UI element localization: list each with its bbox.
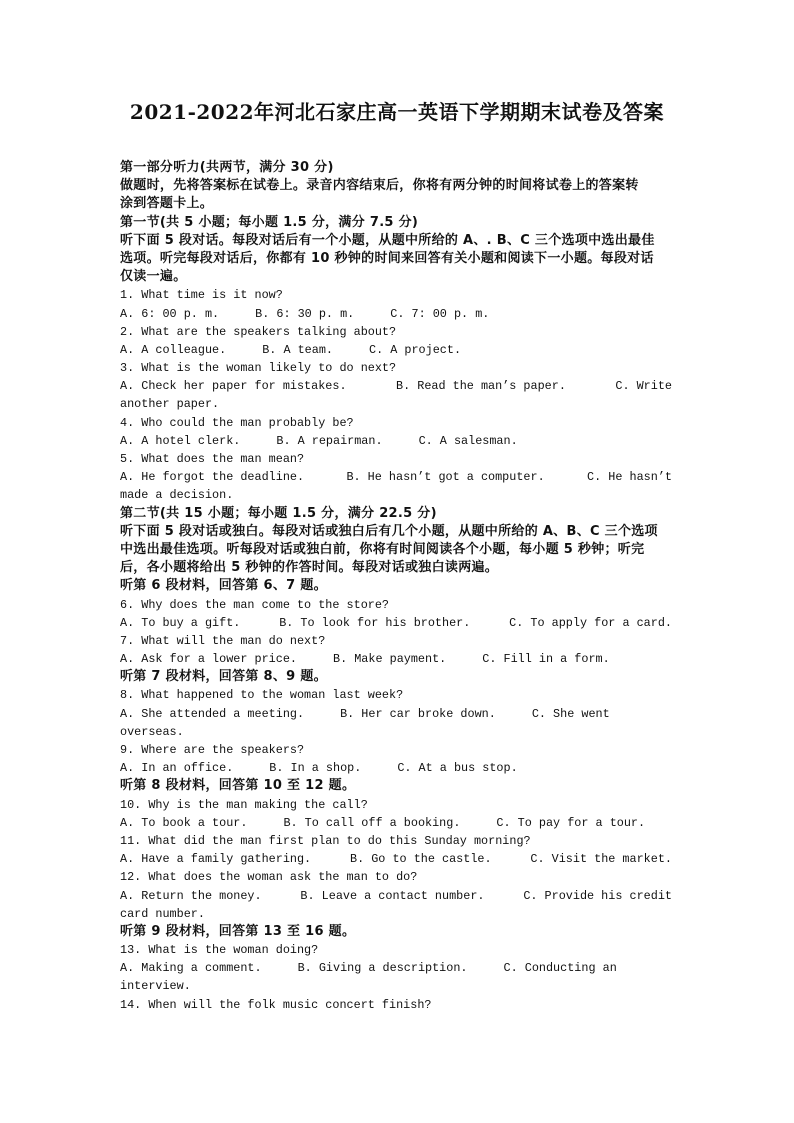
option-b: B. 6: 30 p. m. [255, 306, 355, 321]
option-c: C. Write [615, 379, 672, 394]
section2-heading: 第二节(共 15 小题；每小题 1.5 分，满分 22.5 分) [120, 505, 437, 521]
option-c: C. Conducting an [503, 961, 617, 976]
option-b: B. A repairman. [276, 433, 383, 448]
option-a: A. He forgot the deadline. [120, 470, 305, 485]
option-b: B. To look for his brother. [279, 615, 471, 630]
option-c: C. Fill in a form. [482, 652, 610, 667]
option-a: A. Have a family gathering. [120, 852, 312, 867]
question-3-option-c-continued: another paper. [120, 397, 220, 412]
question-2: 2. What are the speakers talking about? [120, 324, 397, 339]
question-3-options [120, 377, 672, 395]
option-a: A. A colleague. [120, 342, 227, 357]
question-8: 8. What happened to the woman last week? [120, 688, 404, 703]
option-c: C. At a bus stop. [397, 761, 518, 776]
option-c: C. To pay for a tour. [496, 815, 646, 830]
option-b: B. A team. [262, 342, 333, 357]
question-8-option-c-continued: overseas. [120, 724, 184, 739]
option-b: B. He hasn’t got a computer. [346, 470, 545, 485]
question-10-options [120, 814, 672, 832]
option-b: B. Her car broke down. [340, 706, 496, 721]
question-13-options [120, 959, 672, 977]
option-a: A. To book a tour. [120, 815, 248, 830]
part1-instruction-line1: 做题时，先将答案标在试卷上。录音内容结束后，你将有两分钟的时间将试卷上的答案转 [120, 178, 639, 194]
question-9: 9. Where are the speakers? [120, 743, 305, 757]
question-13-option-c-continued: interview. [120, 979, 191, 994]
question-4: 4. Who could the man probably be? [120, 415, 354, 430]
option-b: B. Giving a description. [297, 961, 468, 976]
question-8-options [120, 705, 672, 723]
section1-heading: 第一节(共 5 小题；每小题 1.5 分，满分 7.5 分) [120, 214, 419, 230]
question-6-options [120, 614, 672, 632]
option-a: A. Return the money. [120, 888, 262, 903]
question-6: 6. Why does the man come to the store? [120, 597, 390, 612]
section2-instruction-line1: 听下面 5 段对话或独白。每段对话或独白后有几个小题，从题中所给的 A、B、C 三个选项 [120, 523, 658, 539]
option-c: C. Provide his credit [523, 888, 672, 903]
option-b: B. In a shop. [269, 761, 362, 776]
question-10: 10. Why is the man making the call? [120, 797, 368, 812]
option-a: A. She attended a meeting. [120, 706, 305, 721]
option-b: B. Read the man’s paper. [396, 379, 566, 394]
option-b: B. Make payment. [332, 652, 447, 667]
material-9-heading: 听第 9 段材料，回答第 13 至 16 题。 [120, 923, 356, 939]
part1-instruction-line2: 涂到答题卡上。 [120, 196, 214, 212]
question-5: 5. What does the man mean? [120, 452, 305, 466]
question-7: 7. What will the man do next? [120, 633, 326, 648]
question-5-options [120, 468, 672, 486]
material-7-heading: 听第 7 段材料，回答第 8、9 题。 [120, 669, 327, 685]
option-a: A. 6: 00 p. m. [120, 306, 220, 321]
question-11-options [120, 850, 672, 868]
section1-instruction-line3: 仅读一遍。 [120, 269, 187, 285]
option-c: C. To apply for a card. [509, 615, 672, 630]
option-c: C. 7: 00 p. m. [390, 306, 490, 321]
option-a: A. In an office. [120, 761, 234, 776]
option-c: C. A salesman. [418, 433, 518, 448]
option-b: B. Go to the castle. [349, 852, 492, 867]
option-b: B. To call off a booking. [283, 815, 461, 830]
option-c: C. He hasn’t [587, 470, 672, 485]
question-12-options [120, 887, 672, 905]
option-c: C. Visit the market. [530, 852, 672, 867]
question-1: 1. What time is it now? [120, 288, 283, 303]
material-6-heading: 听第 6 段材料，回答第 6、7 题。 [120, 578, 327, 594]
section2-instruction-line2: 中选出最佳选项。听每段对话或独白前，你将有时间阅读各个小题，每小题 5 秒钟；听完 [120, 541, 645, 557]
question-14: 14. When will the folk music concert finish? [120, 997, 432, 1012]
option-a: A. Check her paper for mistakes. [120, 379, 347, 394]
question-13: 13. What is the woman doing? [120, 943, 319, 958]
question-2-options [120, 341, 672, 359]
question-5-option-c-continued: made a decision. [120, 488, 234, 503]
option-c: C. A project. [369, 342, 462, 357]
exam-content [120, 159, 676, 1014]
option-a: A. Ask for a lower price. [120, 652, 297, 667]
question-12: 12. What does the woman ask the man to do? [120, 870, 418, 885]
question-1-options [120, 305, 672, 323]
option-a: A. A hotel clerk. [120, 433, 241, 448]
question-12-option-c-continued: card number. [120, 906, 205, 921]
material-8-heading: 听第 8 段材料，回答第 10 至 12 题。 [120, 778, 356, 794]
section2-instruction-line3: 后，各小题将给出 5 秒钟的作答时间。每段对话或独白读两遍。 [120, 560, 499, 576]
part1-heading: 第一部分听力(共两节，满分 30 分) [120, 160, 334, 175]
page-title: 2021-2022年河北石家庄高一英语下学期期末试卷及答案 [129, 100, 665, 124]
option-c: C. She went [531, 706, 610, 721]
section1-instruction-line1: 听下面 5 段对话。每段对话后有一个小题，从题中所给的 A、. B、C 三个选项中选出最佳 [120, 232, 655, 248]
question-9-options [120, 759, 672, 777]
question-4-options [120, 432, 672, 450]
option-b: B. Leave a contact number. [300, 888, 485, 903]
question-3: 3. What is the woman likely to do next? [120, 361, 397, 376]
question-7-options [120, 650, 672, 668]
option-a: A. To buy a gift. [120, 615, 241, 630]
question-11: 11. What did the man first plan to do this Sunday morning? [120, 833, 531, 848]
option-a: A. Making a comment. [120, 961, 262, 976]
section1-instruction-line2: 选项。听完每段对话后，你都有 10 秒钟的时间来回答有关小题和阅读下一小题。每段对话 [120, 250, 654, 266]
